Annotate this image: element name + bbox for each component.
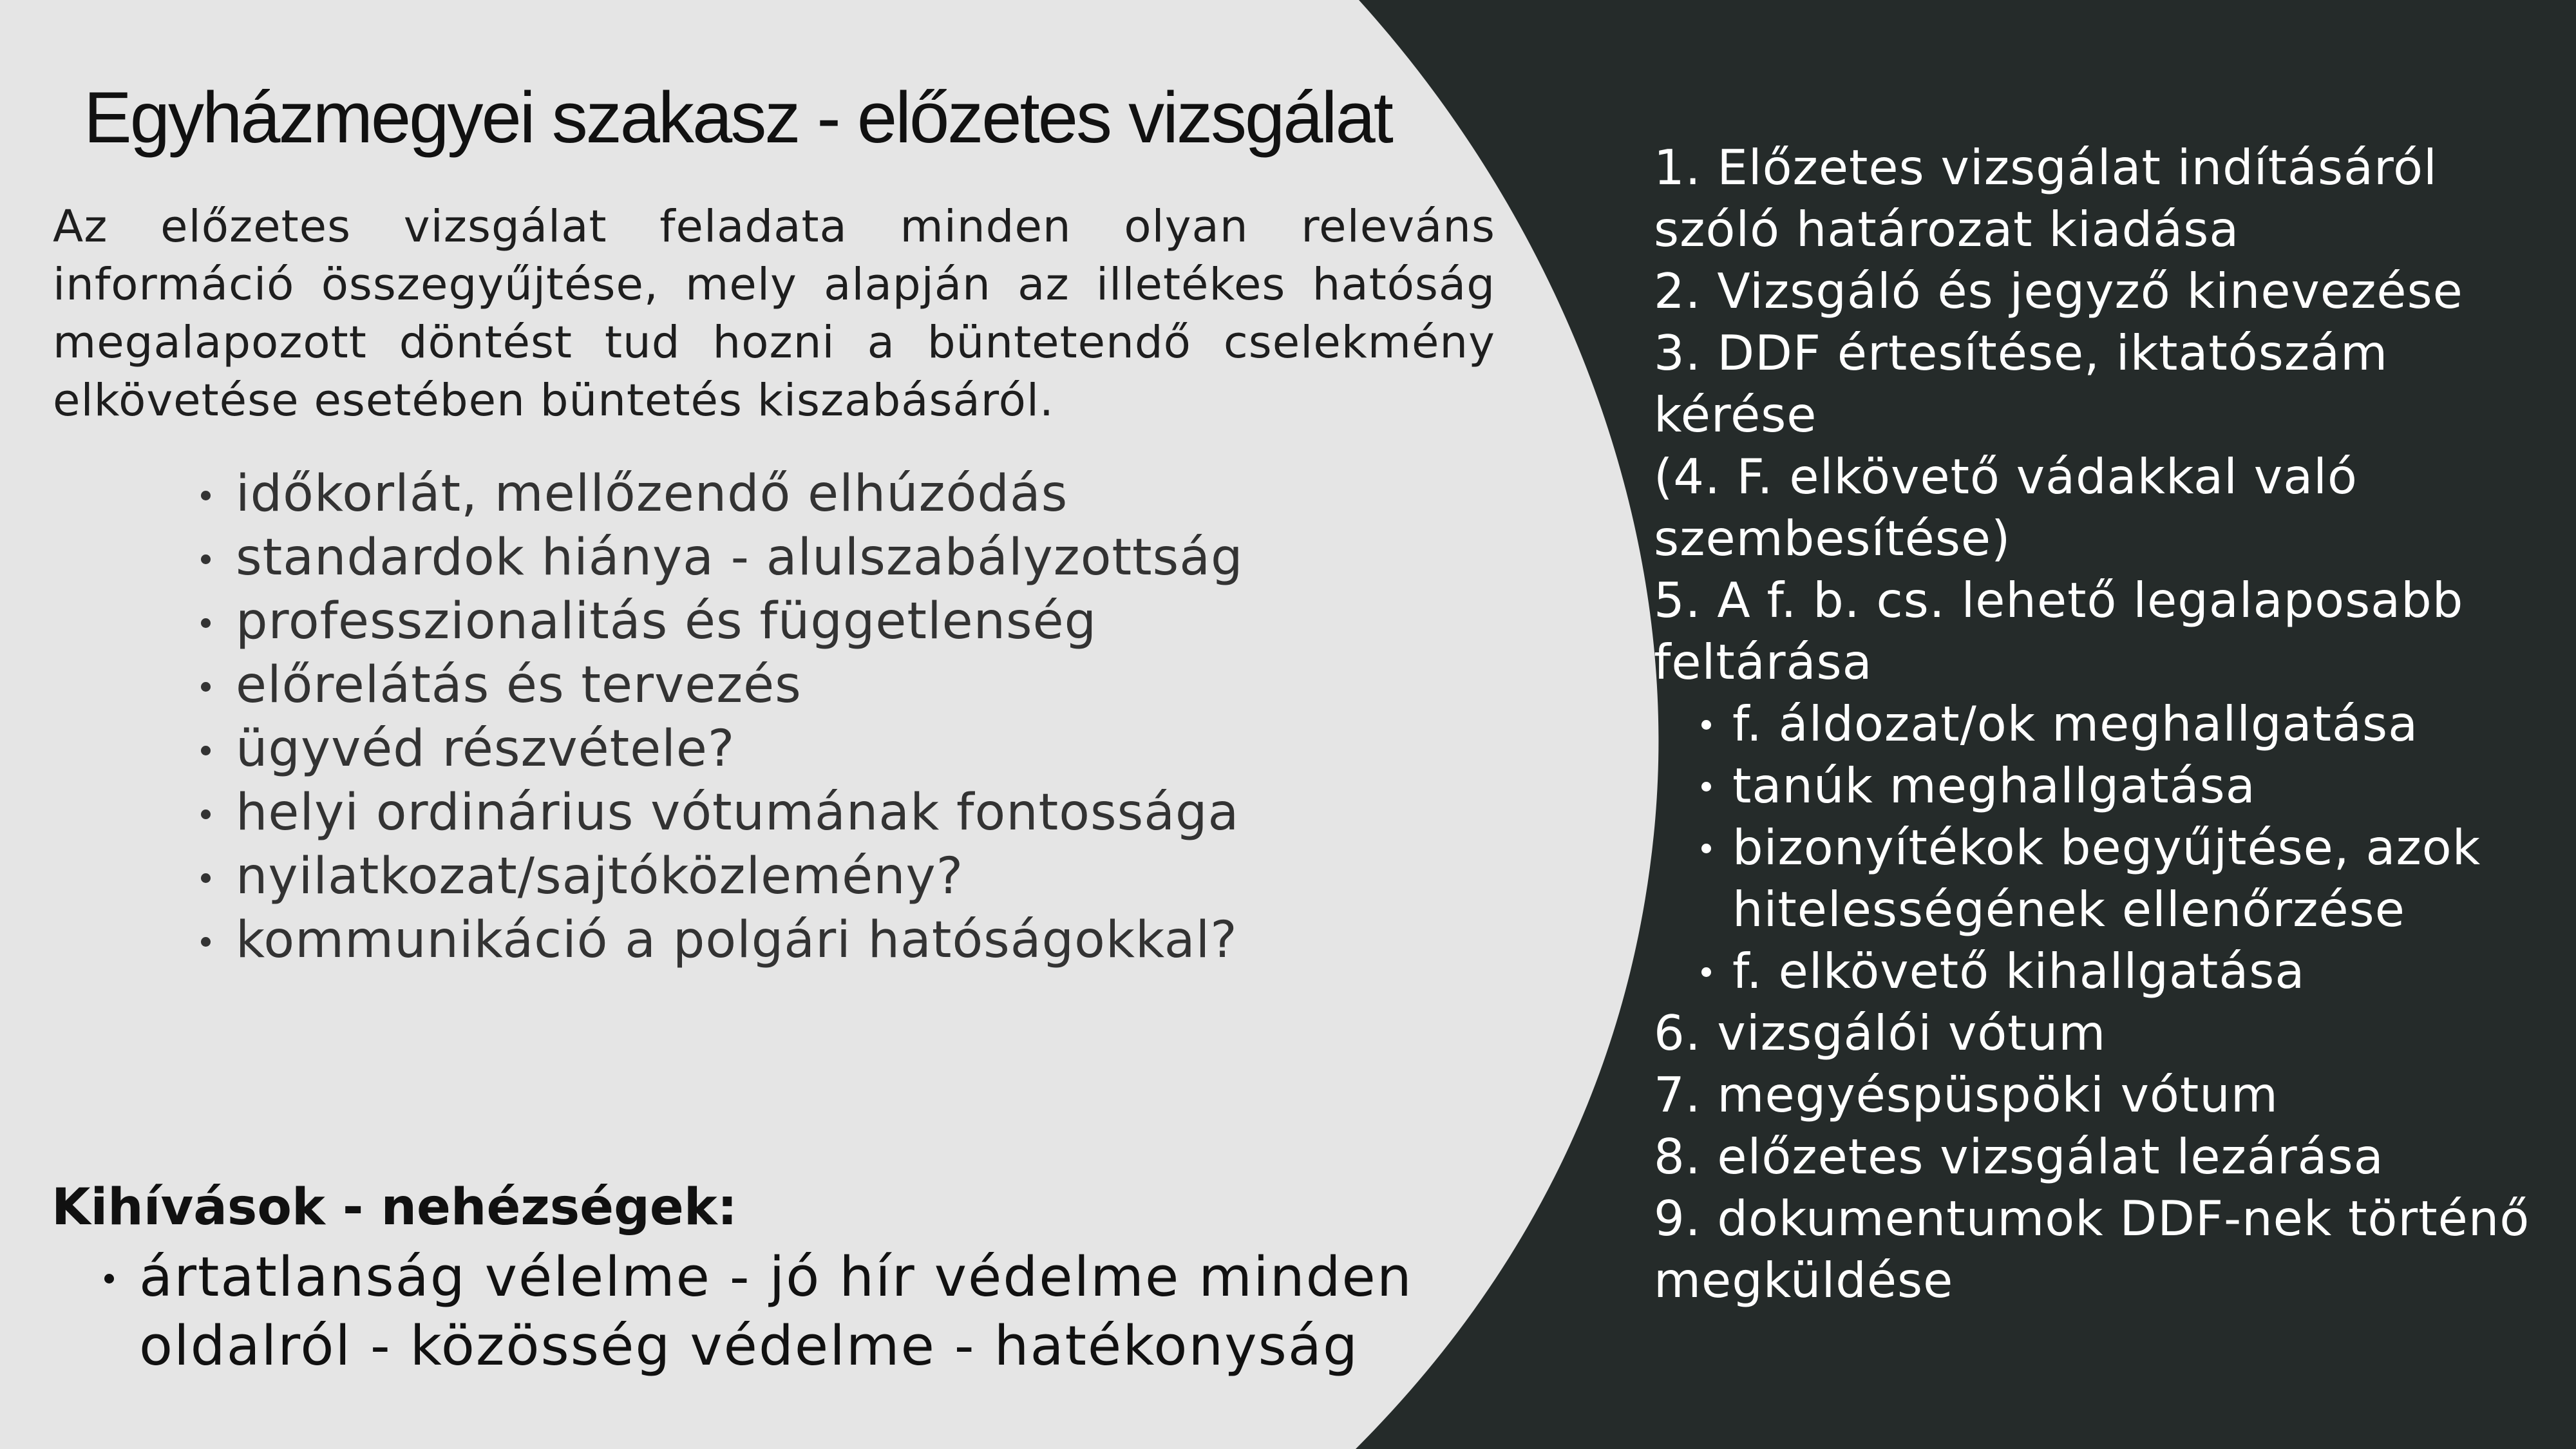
procedure-step-line: kérése: [1654, 386, 1817, 443]
procedure-steps-panel: [1654, 137, 2568, 1311]
challenge-item: ártatlanság vélelme - jó hír védelme minden oldalról - közösség védelme - hatékonyság: [97, 1243, 1481, 1381]
list-item: professzionalitás és függetlenség: [193, 590, 1288, 654]
procedure-step-line: 1. Előzetes vizsgálat indításáról: [1654, 139, 2438, 196]
list-item: standardok hiánya - alulszabályzottság: [193, 526, 1288, 590]
list-item: időkorlát, mellőzendő elhúzódás: [193, 462, 1288, 526]
procedure-step-line: szóló határozat kiadása: [1654, 201, 2240, 258]
considerations-list: [193, 462, 1288, 972]
procedure-step-line: feltárása: [1654, 634, 1873, 690]
list-item: ügyvéd részvétele?: [193, 717, 1288, 781]
procedure-step-line: 2. Vizsgáló és jegyző kinevezése: [1654, 263, 2463, 319]
list-item: nyilatkozat/sajtóközlemény?: [193, 845, 1288, 909]
slide-title: Egyházmegyei szakasz - előzetes vizsgálat: [84, 77, 1392, 158]
challenges-list: [97, 1243, 1481, 1381]
procedure-sub-steps: [1654, 693, 2568, 1002]
procedure-step-line: 7. megyéspüspöki vótum: [1654, 1066, 2278, 1123]
sub-step-item: bizonyítékok begyűjtése, azok: [1654, 817, 2568, 878]
intro-paragraph: Az előzetes vizsgálat feladata minden olyan releváns információ összegyűjtése, mely alapján az illetékes hatóság megalapozott döntést tud hozni a büntetendő cselekmény elkövetése esetében büntetés kiszabásáról.: [53, 201, 1495, 426]
procedure-step-line: 8. előzetes vizsgálat lezárása: [1654, 1128, 2384, 1185]
list-item: kommunikáció a polgári hatóságokkal?: [193, 909, 1288, 972]
procedure-step-line: megküldése: [1654, 1252, 1954, 1309]
sub-step-continuation: hitelességének ellenőrzése: [1732, 881, 2405, 938]
sub-step-item: f. elkövető kihallgatása: [1654, 940, 2568, 1002]
sub-step-item: tanúk meghallgatása: [1654, 755, 2568, 817]
procedure-step-line: 6. vizsgálói vótum: [1654, 1005, 2107, 1061]
list-item: előrelátás és tervezés: [193, 654, 1288, 717]
procedure-step-line: 5. A f. b. cs. lehető legalaposabb: [1654, 572, 2464, 629]
procedure-step-line: (4. F. elkövető vádakkal való: [1654, 448, 2358, 505]
list-item: helyi ordinárius vótumának fontossága: [193, 781, 1288, 845]
sub-step-item: f. áldozat/ok meghallgatása: [1654, 693, 2568, 755]
procedure-step-line: szembesítése): [1654, 510, 2011, 567]
challenges-heading: Kihívások - nehézségek:: [52, 1179, 737, 1236]
procedure-step-line: 9. dokumentumok DDF-nek történő: [1654, 1190, 2530, 1247]
procedure-step-line: 3. DDF értesítése, iktatószám: [1654, 325, 2389, 381]
